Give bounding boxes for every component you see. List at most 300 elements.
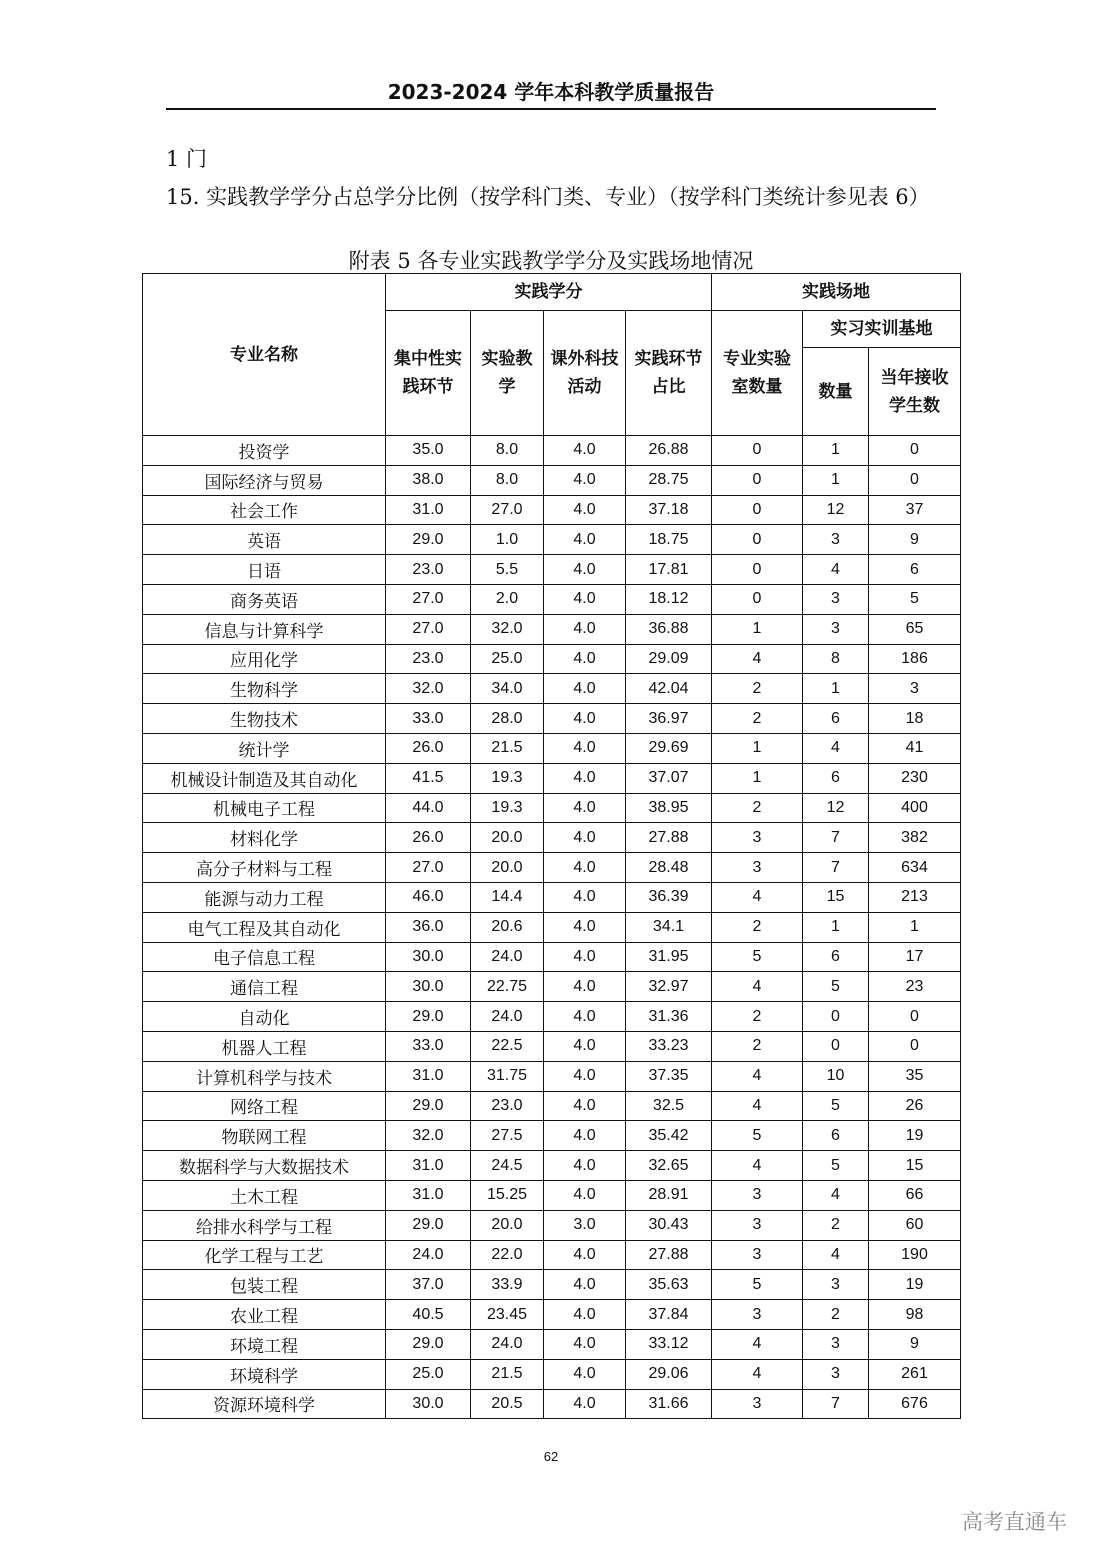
cell-students: 634: [869, 853, 961, 883]
cell-extracurricular: 4.0: [544, 1329, 626, 1359]
cell-major: 机械设计制造及其自动化: [143, 763, 386, 793]
cell-experiment: 20.0: [471, 1210, 544, 1240]
cell-labs: 4: [712, 1091, 803, 1121]
cell-experiment: 20.0: [471, 853, 544, 883]
cell-extracurricular: 4.0: [544, 912, 626, 942]
cell-students: 0: [869, 465, 961, 495]
header-practice-ratio: 实践环节占比: [626, 311, 712, 436]
cell-ratio: 35.63: [626, 1270, 712, 1300]
cell-concentrated: 37.0: [386, 1270, 471, 1300]
cell-major: 电子信息工程: [143, 942, 386, 972]
cell-students: 0: [869, 436, 961, 466]
table-row: [143, 436, 961, 466]
table-row: [143, 1061, 961, 1091]
cell-ratio: 34.1: [626, 912, 712, 942]
cell-concentrated: 29.0: [386, 1210, 471, 1240]
cell-major: 土木工程: [143, 1180, 386, 1210]
cell-students: 98: [869, 1300, 961, 1330]
cell-ratio: 18.12: [626, 584, 712, 614]
header-major-name: 专业名称: [143, 274, 386, 436]
cell-major: 环境工程: [143, 1329, 386, 1359]
cell-ratio: 27.88: [626, 823, 712, 853]
cell-extracurricular: 4.0: [544, 436, 626, 466]
cell-extracurricular: 4.0: [544, 793, 626, 823]
header-rule: [166, 108, 936, 110]
cell-students: 26: [869, 1091, 961, 1121]
cell-students: 19: [869, 1270, 961, 1300]
table-row: [143, 1091, 961, 1121]
cell-experiment: 22.75: [471, 972, 544, 1002]
cell-ratio: 32.65: [626, 1151, 712, 1181]
cell-students: 5: [869, 584, 961, 614]
cell-concentrated: 26.0: [386, 733, 471, 763]
cell-experiment: 8.0: [471, 465, 544, 495]
cell-base-count: 10: [803, 1061, 869, 1091]
cell-experiment: 22.5: [471, 1031, 544, 1061]
report-header-title: 2023-2024 学年本科教学质量报告: [387, 80, 715, 104]
cell-labs: 0: [712, 584, 803, 614]
cell-labs: 5: [712, 1270, 803, 1300]
cell-base-count: 5: [803, 1151, 869, 1181]
cell-labs: 5: [712, 942, 803, 972]
cell-concentrated: 31.0: [386, 1180, 471, 1210]
cell-ratio: 31.95: [626, 942, 712, 972]
cell-concentrated: 32.0: [386, 1121, 471, 1151]
cell-labs: 2: [712, 704, 803, 734]
cell-experiment: 31.75: [471, 1061, 544, 1091]
cell-students: 186: [869, 644, 961, 674]
cell-concentrated: 41.5: [386, 763, 471, 793]
cell-extracurricular: 4.0: [544, 1031, 626, 1061]
cell-base-count: 4: [803, 555, 869, 585]
cell-base-count: 3: [803, 614, 869, 644]
cell-major: 生物技术: [143, 704, 386, 734]
watermark: 高考直通车: [962, 1510, 1067, 1534]
cell-base-count: 1: [803, 912, 869, 942]
cell-labs: 0: [712, 495, 803, 525]
cell-experiment: 33.9: [471, 1270, 544, 1300]
cell-extracurricular: 4.0: [544, 1300, 626, 1330]
cell-ratio: 37.18: [626, 495, 712, 525]
table-row: [143, 823, 961, 853]
cell-ratio: 29.69: [626, 733, 712, 763]
cell-ratio: 36.39: [626, 882, 712, 912]
cell-concentrated: 25.0: [386, 1359, 471, 1389]
cell-major: 环境科学: [143, 1359, 386, 1389]
cell-major: 化学工程与工艺: [143, 1240, 386, 1270]
cell-students: 41: [869, 733, 961, 763]
cell-ratio: 28.48: [626, 853, 712, 883]
cell-base-count: 7: [803, 1389, 869, 1419]
table-row: [143, 942, 961, 972]
cell-base-count: 1: [803, 436, 869, 466]
cell-extracurricular: 4.0: [544, 674, 626, 704]
cell-labs: 2: [712, 793, 803, 823]
cell-students: 18: [869, 704, 961, 734]
cell-labs: 3: [712, 1210, 803, 1240]
cell-major: 商务英语: [143, 584, 386, 614]
table-row: [143, 525, 961, 555]
cell-students: 6: [869, 555, 961, 585]
cell-concentrated: 27.0: [386, 584, 471, 614]
cell-extracurricular: 4.0: [544, 733, 626, 763]
cell-students: 37: [869, 495, 961, 525]
cell-extracurricular: 4.0: [544, 1151, 626, 1181]
cell-experiment: 2.0: [471, 584, 544, 614]
intro-line-2: 15. 实践教学学分占总学分比例（按学科门类、专业）（按学科门类统计参见表 6）: [166, 185, 930, 209]
cell-labs: 4: [712, 1061, 803, 1091]
table-caption: 附表 5 各专业实践教学学分及实践场地情况: [348, 249, 754, 273]
cell-students: 35: [869, 1061, 961, 1091]
cell-major: 包装工程: [143, 1270, 386, 1300]
cell-extracurricular: 4.0: [544, 1002, 626, 1032]
cell-students: 382: [869, 823, 961, 853]
cell-concentrated: 30.0: [386, 972, 471, 1002]
cell-major: 资源环境科学: [143, 1389, 386, 1419]
cell-students: 65: [869, 614, 961, 644]
cell-labs: 3: [712, 823, 803, 853]
cell-students: 15: [869, 1151, 961, 1181]
cell-major: 统计学: [143, 733, 386, 763]
table-row: [143, 1180, 961, 1210]
cell-base-count: 1: [803, 465, 869, 495]
cell-experiment: 21.5: [471, 733, 544, 763]
cell-base-count: 0: [803, 1031, 869, 1061]
cell-ratio: 26.88: [626, 436, 712, 466]
cell-concentrated: 27.0: [386, 614, 471, 644]
cell-ratio: 18.75: [626, 525, 712, 555]
cell-base-count: 7: [803, 823, 869, 853]
cell-labs: 2: [712, 1002, 803, 1032]
page-number: 62: [543, 1449, 559, 1464]
cell-concentrated: 29.0: [386, 525, 471, 555]
cell-base-count: 1: [803, 674, 869, 704]
cell-extracurricular: 4.0: [544, 972, 626, 1002]
table-row: [143, 674, 961, 704]
cell-extracurricular: 4.0: [544, 644, 626, 674]
table-row: [143, 1121, 961, 1151]
cell-experiment: 24.5: [471, 1151, 544, 1181]
cell-experiment: 28.0: [471, 704, 544, 734]
table-row: [143, 793, 961, 823]
cell-major: 日语: [143, 555, 386, 585]
cell-concentrated: 31.0: [386, 495, 471, 525]
cell-concentrated: 29.0: [386, 1002, 471, 1032]
header-base-count: 数量: [803, 348, 869, 436]
cell-experiment: 22.0: [471, 1240, 544, 1270]
cell-concentrated: 30.0: [386, 942, 471, 972]
cell-major: 高分子材料与工程: [143, 853, 386, 883]
cell-labs: 2: [712, 1031, 803, 1061]
table-row: [143, 465, 961, 495]
cell-concentrated: 26.0: [386, 823, 471, 853]
cell-students: 66: [869, 1180, 961, 1210]
header-internship-base: 实习实训基地: [803, 311, 961, 348]
cell-major: 电气工程及其自动化: [143, 912, 386, 942]
cell-labs: 3: [712, 1389, 803, 1419]
table-row: [143, 1389, 961, 1419]
cell-ratio: 36.97: [626, 704, 712, 734]
cell-students: 60: [869, 1210, 961, 1240]
cell-ratio: 33.23: [626, 1031, 712, 1061]
cell-base-count: 4: [803, 733, 869, 763]
cell-experiment: 24.0: [471, 1329, 544, 1359]
cell-experiment: 15.25: [471, 1180, 544, 1210]
cell-students: 0: [869, 1031, 961, 1061]
cell-ratio: 17.81: [626, 555, 712, 585]
cell-base-count: 6: [803, 1121, 869, 1151]
cell-extracurricular: 4.0: [544, 1240, 626, 1270]
table-row: [143, 1210, 961, 1240]
table-row: [143, 704, 961, 734]
cell-concentrated: 31.0: [386, 1151, 471, 1181]
header-experiment-teaching: 实验教学: [471, 311, 544, 436]
cell-ratio: 27.88: [626, 1240, 712, 1270]
cell-concentrated: 44.0: [386, 793, 471, 823]
cell-extracurricular: 4.0: [544, 942, 626, 972]
cell-experiment: 5.5: [471, 555, 544, 585]
cell-labs: 4: [712, 644, 803, 674]
cell-base-count: 12: [803, 793, 869, 823]
cell-base-count: 6: [803, 704, 869, 734]
cell-concentrated: 31.0: [386, 1061, 471, 1091]
cell-students: 3: [869, 674, 961, 704]
cell-labs: 1: [712, 763, 803, 793]
intro-line-1: 1 门: [166, 147, 208, 171]
cell-students: 1: [869, 912, 961, 942]
cell-extracurricular: 4.0: [544, 1091, 626, 1121]
cell-experiment: 19.3: [471, 793, 544, 823]
cell-students: 9: [869, 1329, 961, 1359]
cell-experiment: 1.0: [471, 525, 544, 555]
cell-students: 19: [869, 1121, 961, 1151]
cell-major: 应用化学: [143, 644, 386, 674]
cell-base-count: 12: [803, 495, 869, 525]
cell-labs: 4: [712, 972, 803, 1002]
cell-labs: 2: [712, 912, 803, 942]
cell-base-count: 8: [803, 644, 869, 674]
cell-ratio: 28.91: [626, 1180, 712, 1210]
cell-base-count: 0: [803, 1002, 869, 1032]
cell-extracurricular: 4.0: [544, 1270, 626, 1300]
table-row: [143, 555, 961, 585]
cell-labs: 3: [712, 1240, 803, 1270]
cell-experiment: 20.5: [471, 1389, 544, 1419]
table-body: [143, 436, 961, 1419]
cell-concentrated: 23.0: [386, 644, 471, 674]
cell-extracurricular: 4.0: [544, 1389, 626, 1419]
cell-labs: 3: [712, 853, 803, 883]
cell-concentrated: 23.0: [386, 555, 471, 585]
table-row: [143, 1031, 961, 1061]
cell-labs: 0: [712, 555, 803, 585]
cell-major: 物联网工程: [143, 1121, 386, 1151]
table-row: [143, 1359, 961, 1389]
cell-extracurricular: 4.0: [544, 1180, 626, 1210]
cell-extracurricular: 4.0: [544, 495, 626, 525]
cell-extracurricular: 4.0: [544, 1359, 626, 1389]
cell-labs: 4: [712, 1151, 803, 1181]
table-row: [143, 882, 961, 912]
cell-experiment: 27.5: [471, 1121, 544, 1151]
cell-extracurricular: 4.0: [544, 555, 626, 585]
cell-base-count: 3: [803, 1359, 869, 1389]
cell-major: 生物科学: [143, 674, 386, 704]
cell-ratio: 29.06: [626, 1359, 712, 1389]
table-row: [143, 972, 961, 1002]
table-row: [143, 912, 961, 942]
cell-major: 投资学: [143, 436, 386, 466]
cell-extracurricular: 4.0: [544, 823, 626, 853]
cell-extracurricular: 4.0: [544, 584, 626, 614]
cell-ratio: 30.43: [626, 1210, 712, 1240]
cell-students: 400: [869, 793, 961, 823]
cell-concentrated: 38.0: [386, 465, 471, 495]
table-row: [143, 733, 961, 763]
cell-ratio: 42.04: [626, 674, 712, 704]
cell-base-count: 4: [803, 1240, 869, 1270]
cell-base-count: 7: [803, 853, 869, 883]
cell-labs: 4: [712, 1329, 803, 1359]
cell-experiment: 34.0: [471, 674, 544, 704]
cell-ratio: 35.42: [626, 1121, 712, 1151]
cell-labs: 1: [712, 733, 803, 763]
cell-base-count: 5: [803, 1091, 869, 1121]
cell-concentrated: 32.0: [386, 674, 471, 704]
cell-experiment: 8.0: [471, 436, 544, 466]
cell-concentrated: 35.0: [386, 436, 471, 466]
cell-major: 材料化学: [143, 823, 386, 853]
cell-labs: 3: [712, 1180, 803, 1210]
cell-labs: 4: [712, 1359, 803, 1389]
cell-base-count: 3: [803, 1329, 869, 1359]
cell-experiment: 19.3: [471, 763, 544, 793]
cell-base-count: 5: [803, 972, 869, 1002]
cell-experiment: 32.0: [471, 614, 544, 644]
cell-labs: 0: [712, 465, 803, 495]
cell-experiment: 24.0: [471, 942, 544, 972]
cell-major: 机器人工程: [143, 1031, 386, 1061]
cell-concentrated: 27.0: [386, 853, 471, 883]
cell-experiment: 25.0: [471, 644, 544, 674]
cell-students: 261: [869, 1359, 961, 1389]
cell-ratio: 31.36: [626, 1002, 712, 1032]
header-lab-count: 专业实验室数量: [712, 311, 803, 436]
table-row: [143, 1240, 961, 1270]
cell-ratio: 32.97: [626, 972, 712, 1002]
header-practice-sites: 实践场地: [712, 274, 961, 311]
cell-experiment: 23.0: [471, 1091, 544, 1121]
cell-students: 9: [869, 525, 961, 555]
cell-major: 国际经济与贸易: [143, 465, 386, 495]
table-row: [143, 1300, 961, 1330]
table-row: [143, 614, 961, 644]
cell-experiment: 23.45: [471, 1300, 544, 1330]
table-row: [143, 1270, 961, 1300]
cell-concentrated: 24.0: [386, 1240, 471, 1270]
cell-major: 数据科学与大数据技术: [143, 1151, 386, 1181]
cell-major: 社会工作: [143, 495, 386, 525]
cell-ratio: 38.95: [626, 793, 712, 823]
cell-major: 网络工程: [143, 1091, 386, 1121]
cell-major: 英语: [143, 525, 386, 555]
cell-extracurricular: 4.0: [544, 465, 626, 495]
header-students-received: 当年接收学生数: [869, 348, 961, 436]
cell-students: 17: [869, 942, 961, 972]
cell-major: 通信工程: [143, 972, 386, 1002]
cell-concentrated: 40.5: [386, 1300, 471, 1330]
cell-major: 机械电子工程: [143, 793, 386, 823]
cell-extracurricular: 4.0: [544, 614, 626, 644]
cell-base-count: 6: [803, 942, 869, 972]
table-row: [143, 1151, 961, 1181]
cell-labs: 2: [712, 674, 803, 704]
cell-concentrated: 29.0: [386, 1329, 471, 1359]
cell-extracurricular: 4.0: [544, 1121, 626, 1151]
cell-ratio: 37.84: [626, 1300, 712, 1330]
cell-concentrated: 36.0: [386, 912, 471, 942]
cell-ratio: 32.5: [626, 1091, 712, 1121]
table-row: [143, 1002, 961, 1032]
cell-students: 230: [869, 763, 961, 793]
cell-experiment: 21.5: [471, 1359, 544, 1389]
cell-extracurricular: 4.0: [544, 525, 626, 555]
cell-extracurricular: 4.0: [544, 1061, 626, 1091]
cell-experiment: 27.0: [471, 495, 544, 525]
cell-experiment: 20.0: [471, 823, 544, 853]
cell-major: 信息与计算科学: [143, 614, 386, 644]
cell-labs: 3: [712, 1300, 803, 1330]
cell-labs: 5: [712, 1121, 803, 1151]
table-row: [143, 584, 961, 614]
cell-major: 农业工程: [143, 1300, 386, 1330]
cell-experiment: 24.0: [471, 1002, 544, 1032]
cell-extracurricular: 4.0: [544, 853, 626, 883]
cell-extracurricular: 4.0: [544, 704, 626, 734]
cell-ratio: 36.88: [626, 614, 712, 644]
cell-extracurricular: 4.0: [544, 882, 626, 912]
cell-experiment: 14.4: [471, 882, 544, 912]
cell-base-count: 3: [803, 525, 869, 555]
cell-base-count: 2: [803, 1210, 869, 1240]
header-practice-credits: 实践学分: [386, 274, 712, 311]
cell-concentrated: 30.0: [386, 1389, 471, 1419]
cell-students: 23: [869, 972, 961, 1002]
cell-major: 给排水科学与工程: [143, 1210, 386, 1240]
cell-concentrated: 46.0: [386, 882, 471, 912]
table-row: [143, 853, 961, 883]
cell-major: 能源与动力工程: [143, 882, 386, 912]
cell-major: 自动化: [143, 1002, 386, 1032]
table-row: [143, 1329, 961, 1359]
cell-base-count: 6: [803, 763, 869, 793]
cell-labs: 4: [712, 882, 803, 912]
cell-ratio: 33.12: [626, 1329, 712, 1359]
cell-students: 190: [869, 1240, 961, 1270]
cell-experiment: 20.6: [471, 912, 544, 942]
cell-major: 计算机科学与技术: [143, 1061, 386, 1091]
table-row: [143, 644, 961, 674]
cell-concentrated: 33.0: [386, 704, 471, 734]
cell-base-count: 15: [803, 882, 869, 912]
table-row: [143, 763, 961, 793]
cell-students: 213: [869, 882, 961, 912]
cell-extracurricular: 4.0: [544, 763, 626, 793]
cell-base-count: 3: [803, 584, 869, 614]
header-extracurricular-activities: 课外科技活动: [544, 311, 626, 436]
cell-ratio: 37.35: [626, 1061, 712, 1091]
cell-base-count: 3: [803, 1270, 869, 1300]
